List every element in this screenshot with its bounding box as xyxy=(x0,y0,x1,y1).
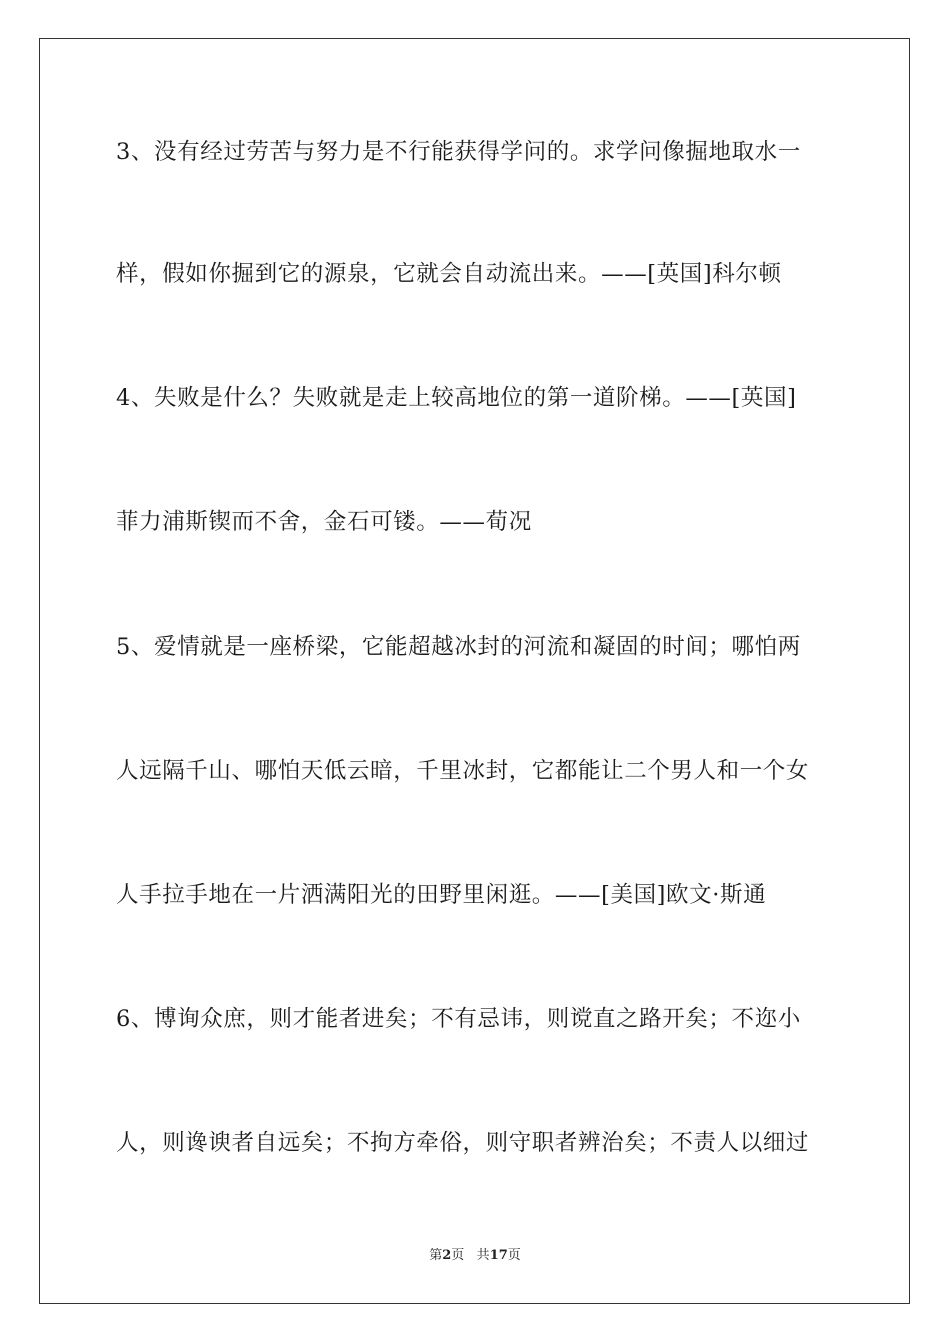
text-line-4: 菲力浦斯锲而不舍，金石可镂。——荀况 xyxy=(116,509,532,535)
text-line-9: 人，则谗谀者自远矣；不拘方牵俗，则守职者辨治矣；不责人以细过 xyxy=(116,1130,810,1156)
text-line-1: 3、没有经过劳苦与努力是不行能获得学问的。求学问像掘地取水一 xyxy=(116,139,801,165)
footer-page-prefix: 第 xyxy=(429,1248,443,1263)
text-line-7: 人手拉手地在一片洒满阳光的田野里闲逛。——[美国]欧文·斯通 xyxy=(116,882,767,908)
page-footer xyxy=(0,1247,950,1265)
text-line-2: 样，假如你掘到它的源泉，它就会自动流出来。——[英国]科尔顿 xyxy=(116,261,782,287)
footer-total-suffix: 页 xyxy=(507,1248,521,1263)
footer-page-suffix: 页 xyxy=(451,1248,465,1263)
page-frame xyxy=(39,38,910,1304)
footer-total-pages: 17 xyxy=(489,1248,508,1263)
text-line-5: 5、爱情就是一座桥梁，它能超越冰封的河流和凝固的时间；哪怕两 xyxy=(116,634,801,660)
text-line-6: 人远隔千山、哪怕天低云暗，千里冰封，它都能让二个男人和一个女 xyxy=(116,758,810,784)
text-line-8: 6、博询众庶，则才能者进矣；不有忌讳，则谠直之路开矣；不迩小 xyxy=(116,1006,801,1032)
text-line-3: 4、失败是什么？失败就是走上较高地位的第一道阶梯。——[英国] xyxy=(116,385,797,411)
footer-total-prefix: 共 xyxy=(476,1248,490,1263)
footer-page-number: 2 xyxy=(442,1248,452,1263)
